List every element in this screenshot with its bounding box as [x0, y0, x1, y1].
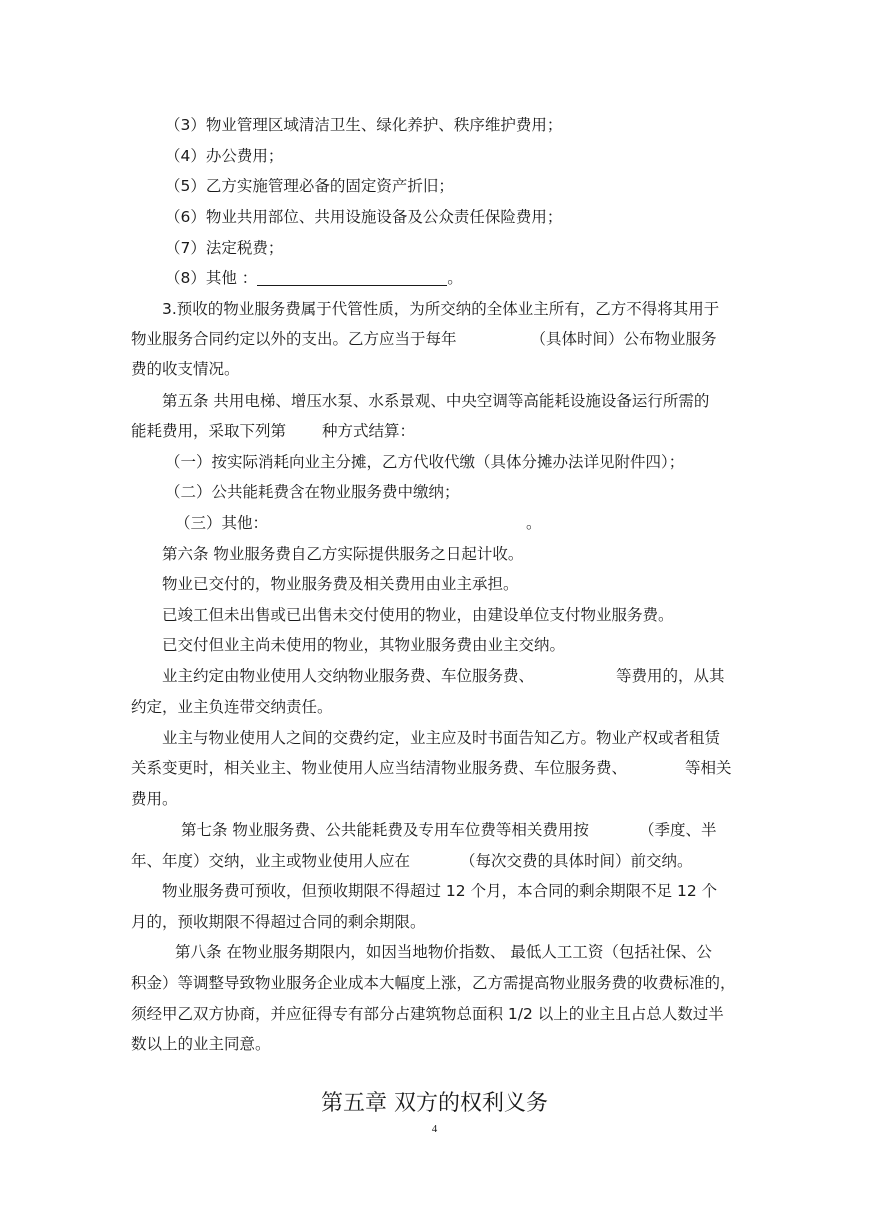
article-7-line: 月的，预收期限不得超过合同的剩余期限。 [131, 913, 426, 931]
article-text: （季度、半 [638, 821, 717, 839]
article-6-line: 已交付但业主尚未使用的物业，其物业服务费由业主交纳。 [162, 636, 566, 654]
article-5-line: 第五条 共用电梯、增压水泵、水系景观、中央空调等高能耗设施设备运行所需的 [162, 392, 710, 410]
article-7-line [181, 820, 791, 840]
article-8-line: 须经甲乙双方协商，并应征得专有部分占建筑物总面积 1/2 以上的业主且占总人数过半 [131, 1005, 724, 1023]
article-text: 种方式结算： [322, 422, 416, 440]
article-text: 等相关 [685, 759, 732, 777]
article-8-line: 数以上的业主同意。 [131, 1035, 271, 1053]
article-text: 年、年度）交纳，业主或物业使用人应在 [131, 852, 411, 870]
article-6-line [131, 758, 741, 778]
article-6-line [162, 666, 772, 686]
sentence-end: 。 [526, 514, 542, 532]
article-6-line: 约定，业主负连带交纳责任。 [131, 698, 333, 716]
sentence-end: 。 [447, 269, 463, 287]
article-7-line: 物业服务费可预收，但预收期限不得超过 12 个月，本合同的剩余期限不足 12 个 [162, 882, 718, 900]
page-number: 4 [431, 1123, 438, 1135]
other-label: （8）其他 ： [165, 269, 258, 287]
article-6-line: 费用。 [131, 790, 178, 808]
list-item: （7）法定税费； [165, 239, 284, 257]
list-item: （6）物业共用部位、共用设施设备及公众责任保险费用； [165, 208, 563, 226]
article-7-line [131, 851, 741, 871]
clause-3-line [131, 329, 741, 349]
article-text: 等费用的，从其 [616, 667, 725, 685]
article-text: （每次交费的具体时间）前交纳。 [460, 852, 693, 870]
list-item: （4）办公费用； [165, 147, 284, 165]
list-item-other [165, 268, 775, 288]
option-text: （三）其他： [175, 514, 269, 532]
article-6-line: 已竣工但未出售或已出售未交付使用的物业，由建设单位支付物业服务费。 [162, 606, 674, 624]
article-text: 第七条 物业服务费、公共能耗费及专用车位费等相关费用按 [181, 821, 589, 839]
clause-3-line: 3.预收的物业服务费属于代管性质，为所交纳的全体业主所有，乙方不得将其用于 [162, 300, 720, 318]
article-8-line: 积金）等调整导致物业服务企业成本大幅度上涨，乙方需提高物业服务费的收费标准的， [131, 974, 736, 992]
article-text: 能耗费用，采取下列第 [131, 422, 287, 440]
list-item: （5）乙方实施管理必备的固定资产折旧； [165, 177, 454, 195]
article-text: 关系变更时，相关业主、物业使用人应当结清物业服务费、车位服务费、 [131, 759, 628, 777]
article-8-line: 第八条 在物业服务期限内，如因当地物价指数、 最低人工工资（包括社保、公 [175, 943, 712, 961]
chapter-title: 第五章 双方的权利义务 [321, 1091, 548, 1116]
option-item: （二）公共能耗费含在物业服务费中缴纳； [165, 483, 460, 501]
article-6-line: 业主与物业使用人之间的交费约定，业主应及时书面告知乙方。物业产权或者租赁 [162, 729, 721, 747]
option-item: （一）按实际消耗向业主分摊，乙方代收代缴（具体分摊办法详见附件四）； [165, 453, 685, 471]
article-5-line [131, 421, 741, 441]
article-6-line: 第六条 物业服务费自乙方实际提供服务之日起计收。 [162, 545, 524, 563]
clause-text: （具体时间）公布物业服务 [530, 330, 717, 348]
clause-text: 物业服务合同约定以外的支出。乙方应当于每年 [131, 330, 457, 348]
clause-3-line: 费的收支情况。 [131, 360, 240, 378]
option-item [175, 513, 785, 533]
article-text: 业主约定由物业使用人交纳物业服务费、车位服务费、 [162, 667, 535, 685]
article-6-line: 物业已交付的，物业服务费及相关费用由业主承担。 [162, 575, 519, 593]
fill-blank[interactable] [257, 269, 447, 286]
list-item: （3）物业管理区域清洁卫生、绿化养护、秩序维护费用； [165, 116, 563, 134]
